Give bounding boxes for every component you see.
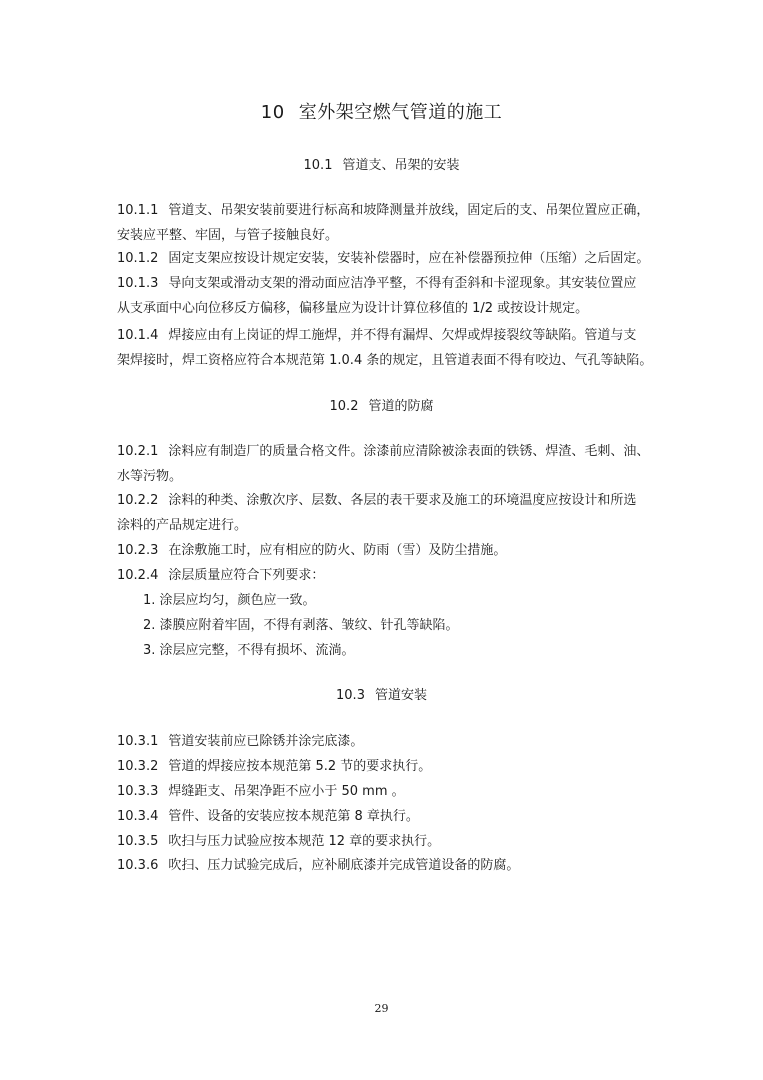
page-number: 29 [374, 1002, 389, 1015]
clause-text: 在涂敷施工时，应有相应的防火、防雨（雪）及防尘措施。 [168, 543, 507, 558]
clause-text: 管件、设备的安装应按本规范第 8 章执行。 [168, 809, 419, 824]
clause-text: 吹扫、压力试验完成后，应补刷底漆并完成管道设备的防腐。 [168, 858, 520, 873]
list-item: 1. 涂层应均匀，颜色应一致。 [143, 593, 316, 608]
clause-number: 10.3.4 [117, 809, 159, 824]
section-number: 10.3 [336, 688, 365, 703]
clause-paragraph [117, 198, 657, 248]
clause-text-continued: 涂料的产品规定进行。 [117, 518, 248, 533]
clause-number: 10.3.6 [117, 858, 159, 873]
clause-paragraph [117, 563, 657, 588]
clause-paragraph [117, 729, 657, 754]
clause-number: 10.3.1 [117, 734, 159, 749]
clause-paragraph [117, 488, 657, 538]
clause-paragraph [117, 439, 657, 489]
list-item: 3. 涂层应完整，不得有损坏、流淌。 [143, 643, 355, 658]
clause-paragraph [117, 323, 657, 373]
clause-number: 10.2.3 [117, 543, 159, 558]
clause-paragraph [117, 754, 657, 779]
clause-number: 10.2.4 [117, 568, 159, 583]
clause-text: 吹扫与压力试验应按本规范 12 章的要求执行。 [168, 834, 441, 849]
list-item: 2. 漆膜应附着牢固，不得有剥落、皱纹、针孔等缺陷。 [143, 618, 459, 633]
section-number: 10.1 [303, 158, 333, 173]
clause-number: 10.3.2 [117, 759, 159, 774]
clause-paragraph [117, 853, 657, 878]
clause-paragraph [117, 271, 657, 321]
clause-text: 涂料的种类、涂敷次序、层数、各层的表干要求及施工的环境温度应按设计和所选 [168, 493, 637, 508]
chapter-title-text: 室外架空燃气管道的施工 [298, 102, 503, 123]
clause-paragraph [117, 246, 657, 271]
clause-paragraph [117, 779, 657, 804]
clause-paragraph [117, 538, 657, 563]
clause-paragraph [117, 829, 657, 854]
chapter-number: 10 [260, 102, 285, 123]
clause-text: 涂料应有制造厂的质量合格文件。涂漆前应清除被涂表面的铁锈、焊渣、毛刺、油、 [168, 444, 650, 459]
clause-text: 管道的焊接应按本规范第 5.2 节的要求执行。 [168, 759, 432, 774]
clause-text: 导向支架或滑动支架的滑动面应洁净平整，不得有歪斜和卡涩现象。其安装位置应 [168, 276, 637, 291]
section-title [0, 397, 763, 417]
clause-text: 焊缝距支、吊架净距不应小于 50 mm 。 [168, 784, 405, 799]
clause-number: 10.2.1 [117, 444, 159, 459]
section-title [0, 156, 763, 176]
section-title-text: 管道安装 [374, 688, 427, 703]
clause-number: 10.3.5 [117, 834, 159, 849]
clause-number: 10.3.3 [117, 784, 159, 799]
clause-number: 10.1.1 [117, 203, 159, 218]
clause-number: 10.1.4 [117, 328, 159, 343]
clause-text: 涂层质量应符合下列要求： [168, 568, 325, 583]
chapter-title [0, 100, 763, 126]
clause-number: 10.2.2 [117, 493, 159, 508]
section-title [0, 686, 763, 706]
clause-text-continued: 水等污物。 [117, 469, 183, 484]
section-title-text: 管道支、吊架的安装 [342, 158, 460, 173]
clause-text: 管道支、吊架安装前要进行标高和坡降测量并放线，固定后的支、吊架位置应正确， [168, 203, 650, 218]
section-number: 10.2 [329, 399, 359, 414]
clause-number: 10.1.3 [117, 276, 159, 291]
clause-number: 10.1.2 [117, 251, 159, 266]
clause-text-continued: 架焊接时，焊工资格应符合本规范第 1.0.4 条的规定，且管道表面不得有咬边、气孔等缺陷。 [117, 353, 653, 368]
section-title-text: 管道的防腐 [368, 399, 434, 414]
clause-text-continued: 从支承面中心向位移反方偏移，偏移量应为设计计算位移值的 1/2 或按设计规定。 [117, 301, 589, 316]
clause-paragraph [117, 804, 657, 829]
clause-text: 固定支架应按设计规定安装，安装补偿器时，应在补偿器预拉伸（压缩）之后固定。 [168, 251, 650, 266]
clause-text: 管道安装前应已除锈并涂完底漆。 [168, 734, 364, 749]
clause-text-continued: 安装应平整、牢固，与管子接触良好。 [117, 228, 339, 243]
clause-text: 焊接应由有上岗证的焊工施焊，并不得有漏焊、欠焊或焊接裂纹等缺陷。管道与支 [168, 328, 637, 343]
